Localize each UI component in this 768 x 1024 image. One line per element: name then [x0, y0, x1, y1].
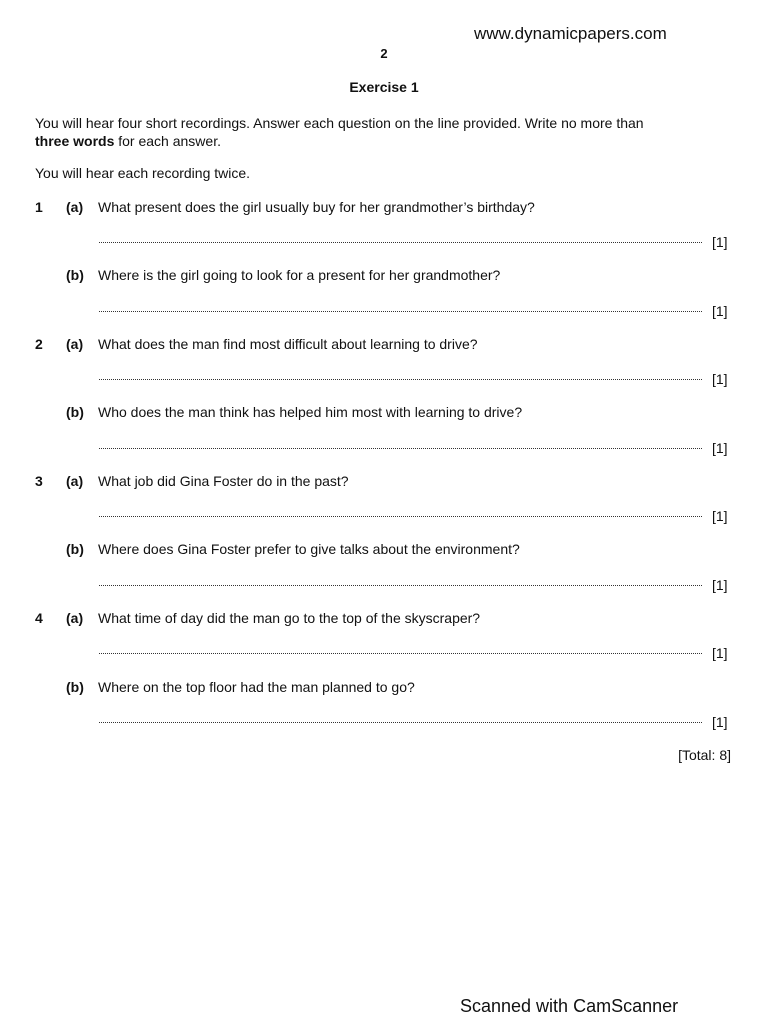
- answer-line[interactable]: [99, 311, 702, 312]
- question-text: Where on the top floor had the man planned to go?: [98, 679, 415, 695]
- total-marks: [Total: 8]: [678, 747, 731, 763]
- scanner-footer: Scanned with CamScanner: [460, 996, 679, 1016]
- answer-line[interactable]: [99, 516, 702, 517]
- answer-line[interactable]: [99, 379, 702, 380]
- instructions-line1: You will hear four short recordings. Answer each question on the line provided. Write no more than: [35, 115, 644, 131]
- question-number: 1: [35, 199, 43, 215]
- mark: [1]: [712, 508, 728, 524]
- question-text: Where does Gina Foster prefer to give talks about the environment?: [98, 541, 520, 557]
- question-part-label: (a): [66, 336, 84, 352]
- instructions-line2: for each answer.: [114, 133, 221, 149]
- question-part-label: (b): [66, 404, 84, 420]
- instructions-twice: You will hear each recording twice.: [35, 165, 251, 181]
- question-text: What job did Gina Foster do in the past?: [98, 473, 349, 489]
- mark: [1]: [712, 714, 728, 730]
- question-number: 2: [35, 336, 43, 352]
- question-text: Where is the girl going to look for a present for her grandmother?: [98, 267, 501, 283]
- mark: [1]: [712, 577, 728, 593]
- question-text: What time of day did the man go to the top of the skyscraper?: [98, 610, 481, 626]
- mark: [1]: [712, 371, 728, 387]
- answer-line[interactable]: [99, 653, 702, 654]
- exercise-title: Exercise 1: [349, 79, 419, 95]
- question-text: Who does the man think has helped him most with learning to drive?: [98, 404, 523, 420]
- page-number: 2: [380, 46, 388, 61]
- answer-line[interactable]: [99, 242, 702, 243]
- question-part-label: (a): [66, 199, 84, 215]
- website-watermark: www.dynamicpapers.com: [474, 24, 667, 43]
- instructions: [35, 114, 731, 150]
- question-number: 3: [35, 473, 43, 489]
- question-number: 4: [35, 610, 43, 626]
- mark: [1]: [712, 303, 728, 319]
- question-part-label: (b): [66, 541, 84, 557]
- question-text: What does the man find most difficult about learning to drive?: [98, 336, 478, 352]
- answer-line[interactable]: [99, 722, 702, 723]
- instructions-bold: three words: [35, 133, 115, 149]
- question-part-label: (a): [66, 473, 84, 489]
- answer-line[interactable]: [99, 585, 702, 586]
- mark: [1]: [712, 440, 728, 456]
- question-text: What present does the girl usually buy for her grandmother’s birthday?: [98, 199, 535, 215]
- answer-line[interactable]: [99, 448, 702, 449]
- question-part-label: (a): [66, 610, 84, 626]
- mark: [1]: [712, 645, 728, 661]
- question-part-label: (b): [66, 679, 84, 695]
- mark: [1]: [712, 234, 728, 250]
- question-part-label: (b): [66, 267, 84, 283]
